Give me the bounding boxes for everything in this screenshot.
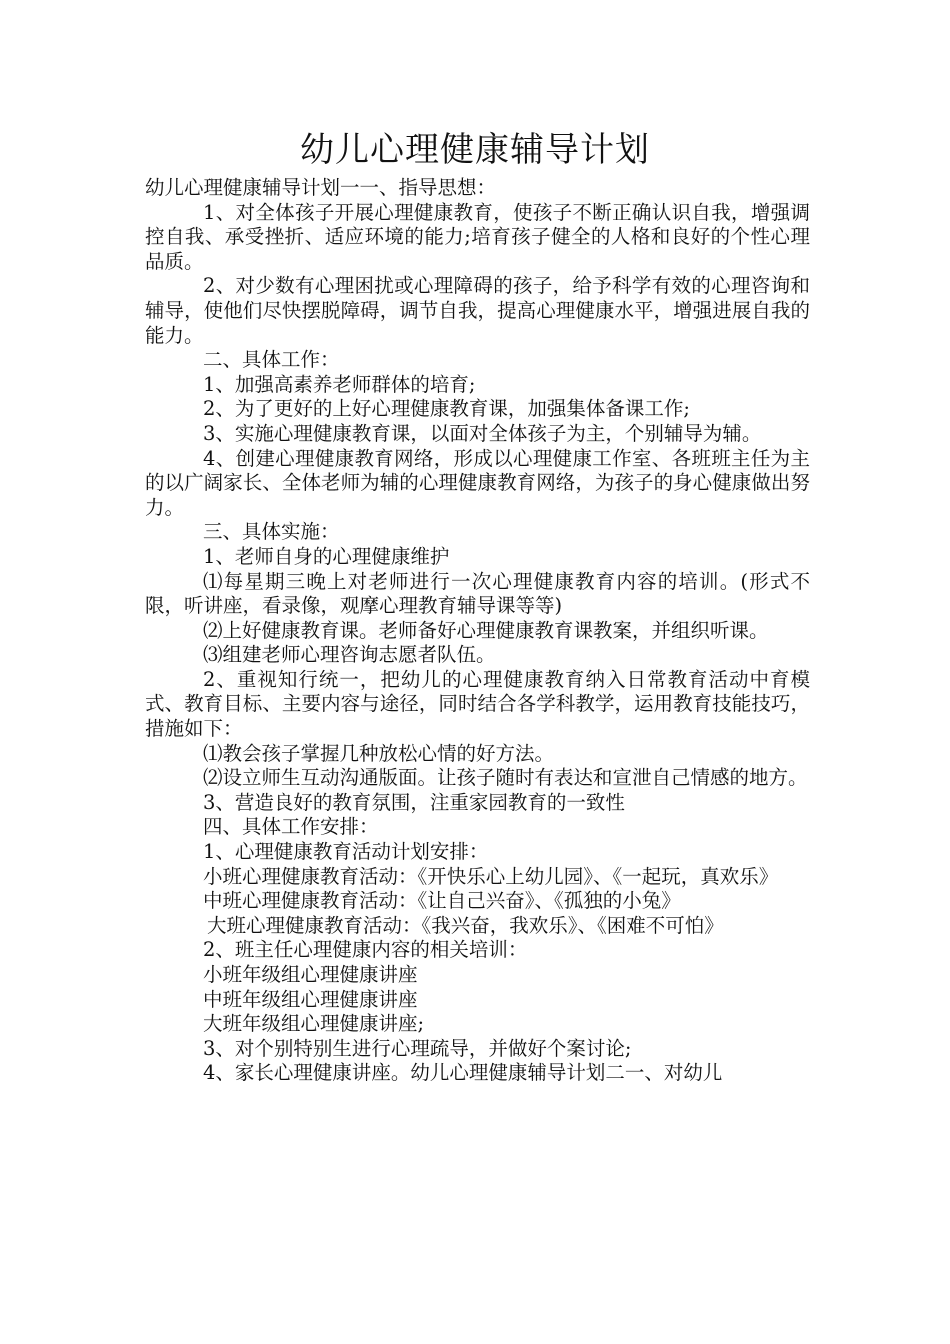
paragraph: 2、班主任心理健康内容的相关培训： (203, 938, 528, 962)
document-title: 幼儿心理健康辅导计划 (300, 130, 650, 170)
document-body (145, 176, 810, 1086)
paragraph: 中班心理健康教育活动：《让自己兴奋》、《孤独的小兔》 (203, 889, 681, 913)
paragraph: 中班年级组心理健康讲座 (203, 987, 418, 1011)
paragraph: 小班心理健康教育活动：《开快乐心上幼儿园》、《一起玩，真欢乐》 (203, 864, 779, 888)
paragraph: ⑵上好健康教育课。老师备好心理健康教育课教案，并组织听课。 (203, 618, 769, 642)
paragraph: 小班年级组心理健康讲座 (203, 963, 418, 986)
paragraph: ⑴每星期三晚上对老师进行一次心理健康教育内容的培训。(形式不限，听讲座，看录像，观摩心理教育辅导课等等) (145, 569, 810, 618)
paragraph: 大班心理健康教育活动：《我兴奋，我欢乐》、《困难不可怕》 (207, 913, 724, 937)
paragraph: 2、对少数有心理困扰或心理障碍的孩子，给予科学有效的心理咨询和辅导，使他们尽快摆脱障碍，调节自我，提高心理健康水平，增强进展自我的能力。 (145, 274, 810, 347)
paragraph: 二、具体工作： (203, 348, 340, 372)
paragraph: 三、具体实施： (203, 520, 340, 544)
paragraph: 2、为了更好的上好心理健康教育课，加强集体备课工作; (203, 397, 690, 421)
paragraph: ⑶组建老师心理咨询志愿者队伍。 (203, 643, 496, 667)
paragraph: 大班年级组心理健康讲座; (203, 1012, 425, 1036)
paragraph: 1、老师自身的心理健康维护 (203, 544, 450, 568)
paragraph: 幼儿心理健康辅导计划一一、指导思想： (145, 176, 497, 199)
paragraph: ⑴教会孩子掌握几种放松心情的好方法。 (203, 741, 555, 765)
paragraph: 2、重视知行统一，把幼儿的心理健康教育纳入日常教育活动中育模式、教育目标、主要内容与途径，同时结合各学科教学，运用教育技能技巧，措施如下： (145, 667, 810, 741)
paragraph: ⑵设立师生互动沟通版面。让孩子随时有表达和宣泄自己情感的地方。 (203, 766, 808, 790)
paragraph: 3、对个别特别生进行心理疏导，并做好个案讨论; (203, 1036, 632, 1060)
paragraph: 四、具体工作安排： (203, 815, 379, 839)
paragraph: 1、心理健康教育活动计划安排： (203, 840, 489, 864)
paragraph: 3、实施心理健康教育课，以面对全体孩子为主，个别辅导为辅。 (203, 421, 762, 445)
paragraph: 3、营造良好的教育氛围，注重家园教育的一致性 (203, 790, 625, 814)
paragraph: 4、家长心理健康讲座。幼儿心理健康辅导计划二一、对幼儿 (203, 1061, 723, 1085)
paragraph: 1、对全体孩子开展心理健康教育，使孩子不断正确认识自我，增强调控自我、承受挫折、适应环境的能力;培育孩子健全的人格和良好的个性心理品质。 (145, 200, 810, 273)
paragraph: 1、加强高素养老师群体的培育; (203, 372, 476, 396)
paragraph: 4、创建心理健康教育网络，形成以心理健康工作室、各班班主任为主的以广阔家长、全体老师为辅的心理健康教育网络，为孩子的身心健康做出努力。 (145, 446, 810, 519)
